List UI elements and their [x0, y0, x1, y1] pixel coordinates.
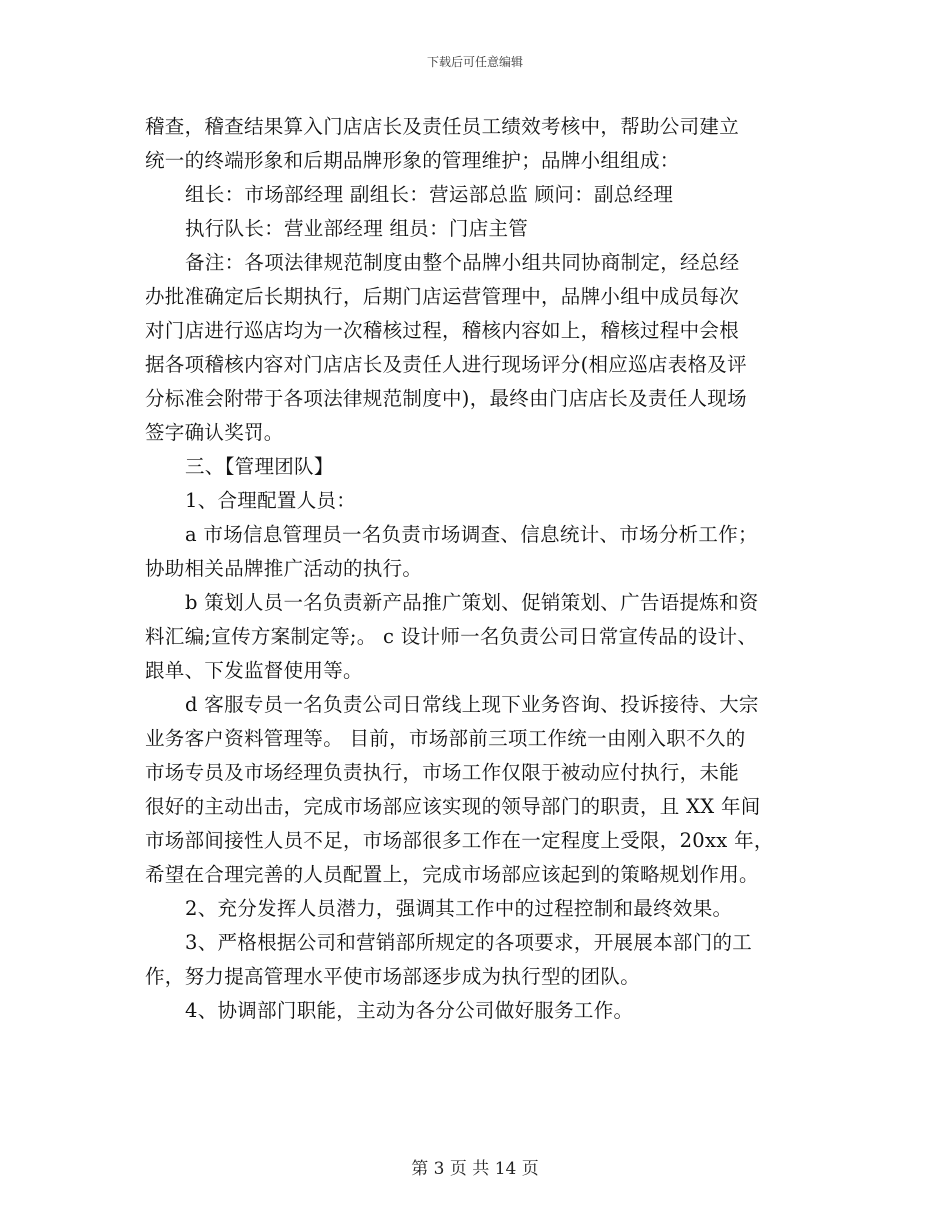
text-line: 稽查，稽查结果算入门店店长及责任员工绩效考核中，帮助公司建立	[145, 115, 740, 138]
text-line: 业务客户资料管理等。 目前，市场部前三项工作统一由刚入职不久的	[145, 727, 746, 750]
text-line: 市场专员及市场经理负责执行，市场工作仅限于被动应付执行，未能	[145, 761, 740, 784]
text-line: 2、充分发挥人员潜力，强调其工作中的过程控制和最终效果。	[185, 897, 733, 920]
text-line: 3、严格根据公司和营销部所规定的各项要求，开展展本部门的工	[185, 931, 753, 954]
text-line: 三、【管理团队】	[185, 455, 334, 478]
text-line: 希望在合理完善的人员配置上，完成市场部应该起到的策略规划作用。	[145, 863, 759, 886]
text-line: 1、合理配置人员：	[185, 489, 357, 512]
text-line: 统一的终端形象和后期品牌形象的管理维护；品牌小组组成：	[145, 149, 680, 172]
text-line: 协助相关品牌推广活动的执行。	[145, 557, 423, 580]
text-line: 对门店进行巡店均为一次稽核过程，稽核内容如上，稽核过程中会根	[145, 319, 740, 342]
text-line: 据各项稽核内容对门店店长及责任人进行现场评分(相应巡店表格及评	[145, 353, 747, 376]
text-line: 组长：市场部经理 副组长：营运部总监 顾问：副总经理	[185, 183, 674, 206]
text-line: 跟单、下发监督使用等。	[145, 659, 363, 682]
text-line: a 市场信息管理员一名负责市场调查、信息统计、市场分析工作；	[185, 523, 758, 546]
text-line: 备注：各项法律规范制度由整个品牌小组共同协商制定，经总经	[185, 251, 740, 274]
text-line: b 策划人员一名负责新产品推广策划、促销策划、广告语提炼和资	[185, 591, 759, 614]
document-body	[145, 110, 815, 1028]
text-line: 办批准确定后长期执行，后期门店运营管理中，品牌小组中成员每次	[145, 285, 740, 308]
page-footer: 第 3 页 共 14 页	[411, 1159, 539, 1179]
text-line: 执行队长：营业部经理 组员：门店主管	[185, 217, 529, 240]
text-line: 4、协调部门职能，主动为各分公司做好服务工作。	[185, 999, 634, 1022]
text-line: 市场部间接性人员不足，市场部很多工作在一定程度上受限，20xx 年，	[145, 829, 774, 852]
text-line: 很好的主动出击，完成市场部应该实现的领导部门的职责，且 XX 年间	[145, 795, 761, 818]
text-line: d 客服专员一名负责公司日常线上现下业务咨询、投诉接待、大宗	[185, 693, 759, 716]
text-line: 料汇编;宣传方案制定等;。 c 设计师一名负责公司日常宣传品的设计、	[145, 625, 758, 648]
text-line: 签字确认奖罚。	[145, 421, 284, 444]
text-line: 分标准会附带于各项法律规范制度中)，最终由门店店长及责任人现场	[145, 387, 747, 410]
page-header: 下载后可任意编辑	[426, 55, 523, 69]
text-line: 作，努力提高管理水平使市场部逐步成为执行型的团队。	[145, 965, 641, 988]
